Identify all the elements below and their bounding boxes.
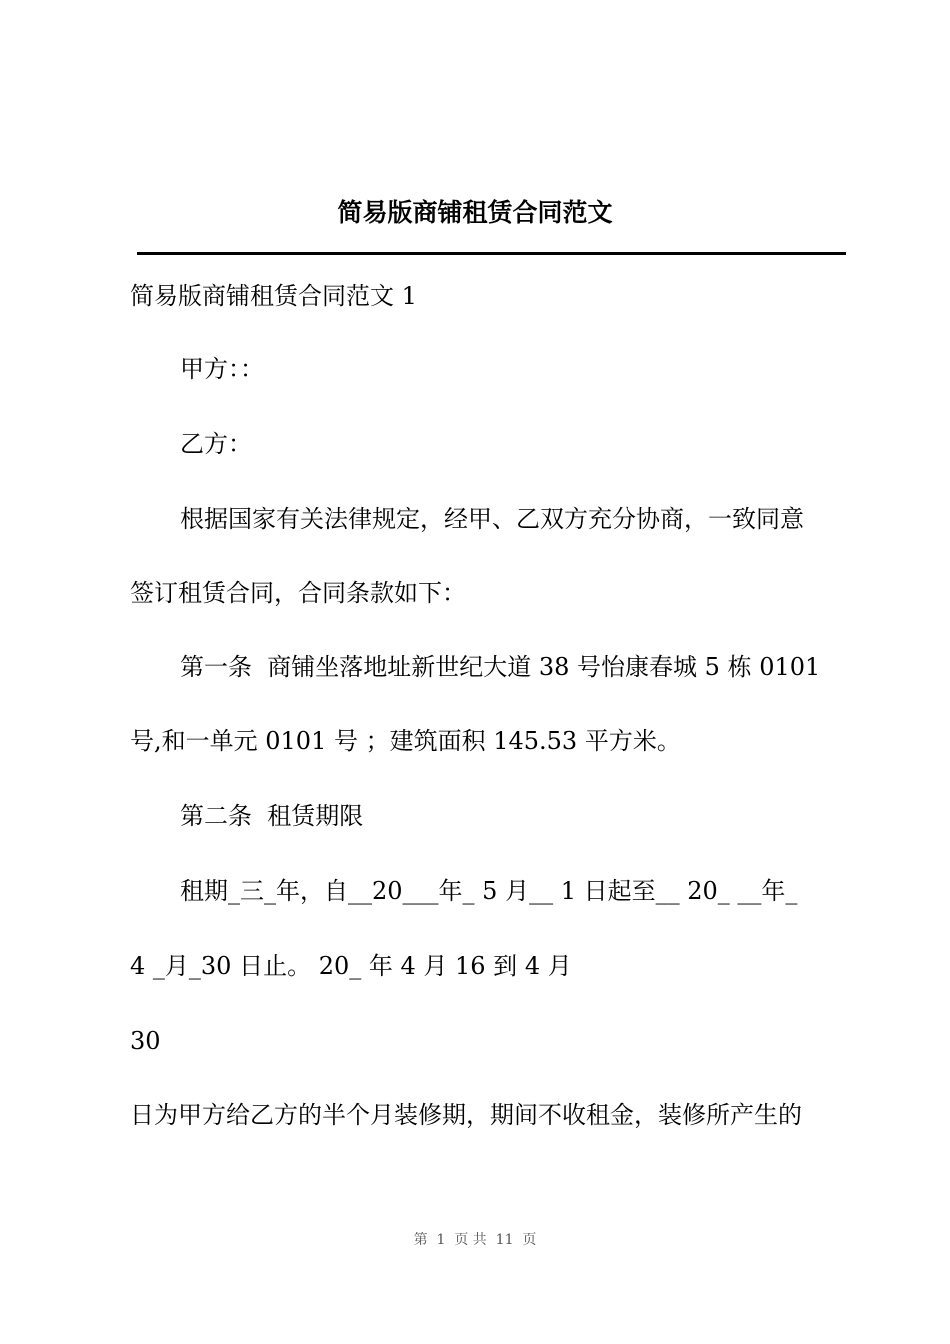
section-heading: 简易版商铺租赁合同范文 1: [130, 282, 417, 310]
body-paragraph-line: 根据国家有关法律规定，经甲、乙双方充分协商，一致同意: [180, 505, 804, 533]
party-b-line: 乙方：: [180, 430, 252, 458]
page-footer: 第 1 页 共 11 页: [413, 1232, 537, 1248]
article-two-heading: 第二条 租赁期限: [180, 802, 364, 830]
lease-term-line: 4 _月_30 日止。 20_ 年 4 月 16 到 4 月: [130, 952, 572, 980]
party-a-line: 甲方：：: [180, 355, 264, 383]
article-one-line: 第一条 商铺坐落地址新世纪大道 38 号怡康春城 5 栋 0101: [180, 653, 821, 681]
document-title: 简易版商铺租赁合同范文: [337, 198, 613, 227]
article-one-line: 号,和一单元 0101 号 ；建筑面积 145.53 平方米。: [130, 727, 681, 755]
body-paragraph-line: 签订租赁合同，合同条款如下：: [130, 579, 466, 607]
lease-term-line: 30: [130, 1027, 161, 1055]
title-divider: [137, 252, 846, 255]
lease-term-line: 租期_三_年，自__20___年_ 5 月__ 1 日起至__ 20_ __年_: [180, 877, 798, 905]
lease-term-line: 日为甲方给乙方的半个月装修期，期间不收租金，装修所产生的: [130, 1101, 802, 1129]
